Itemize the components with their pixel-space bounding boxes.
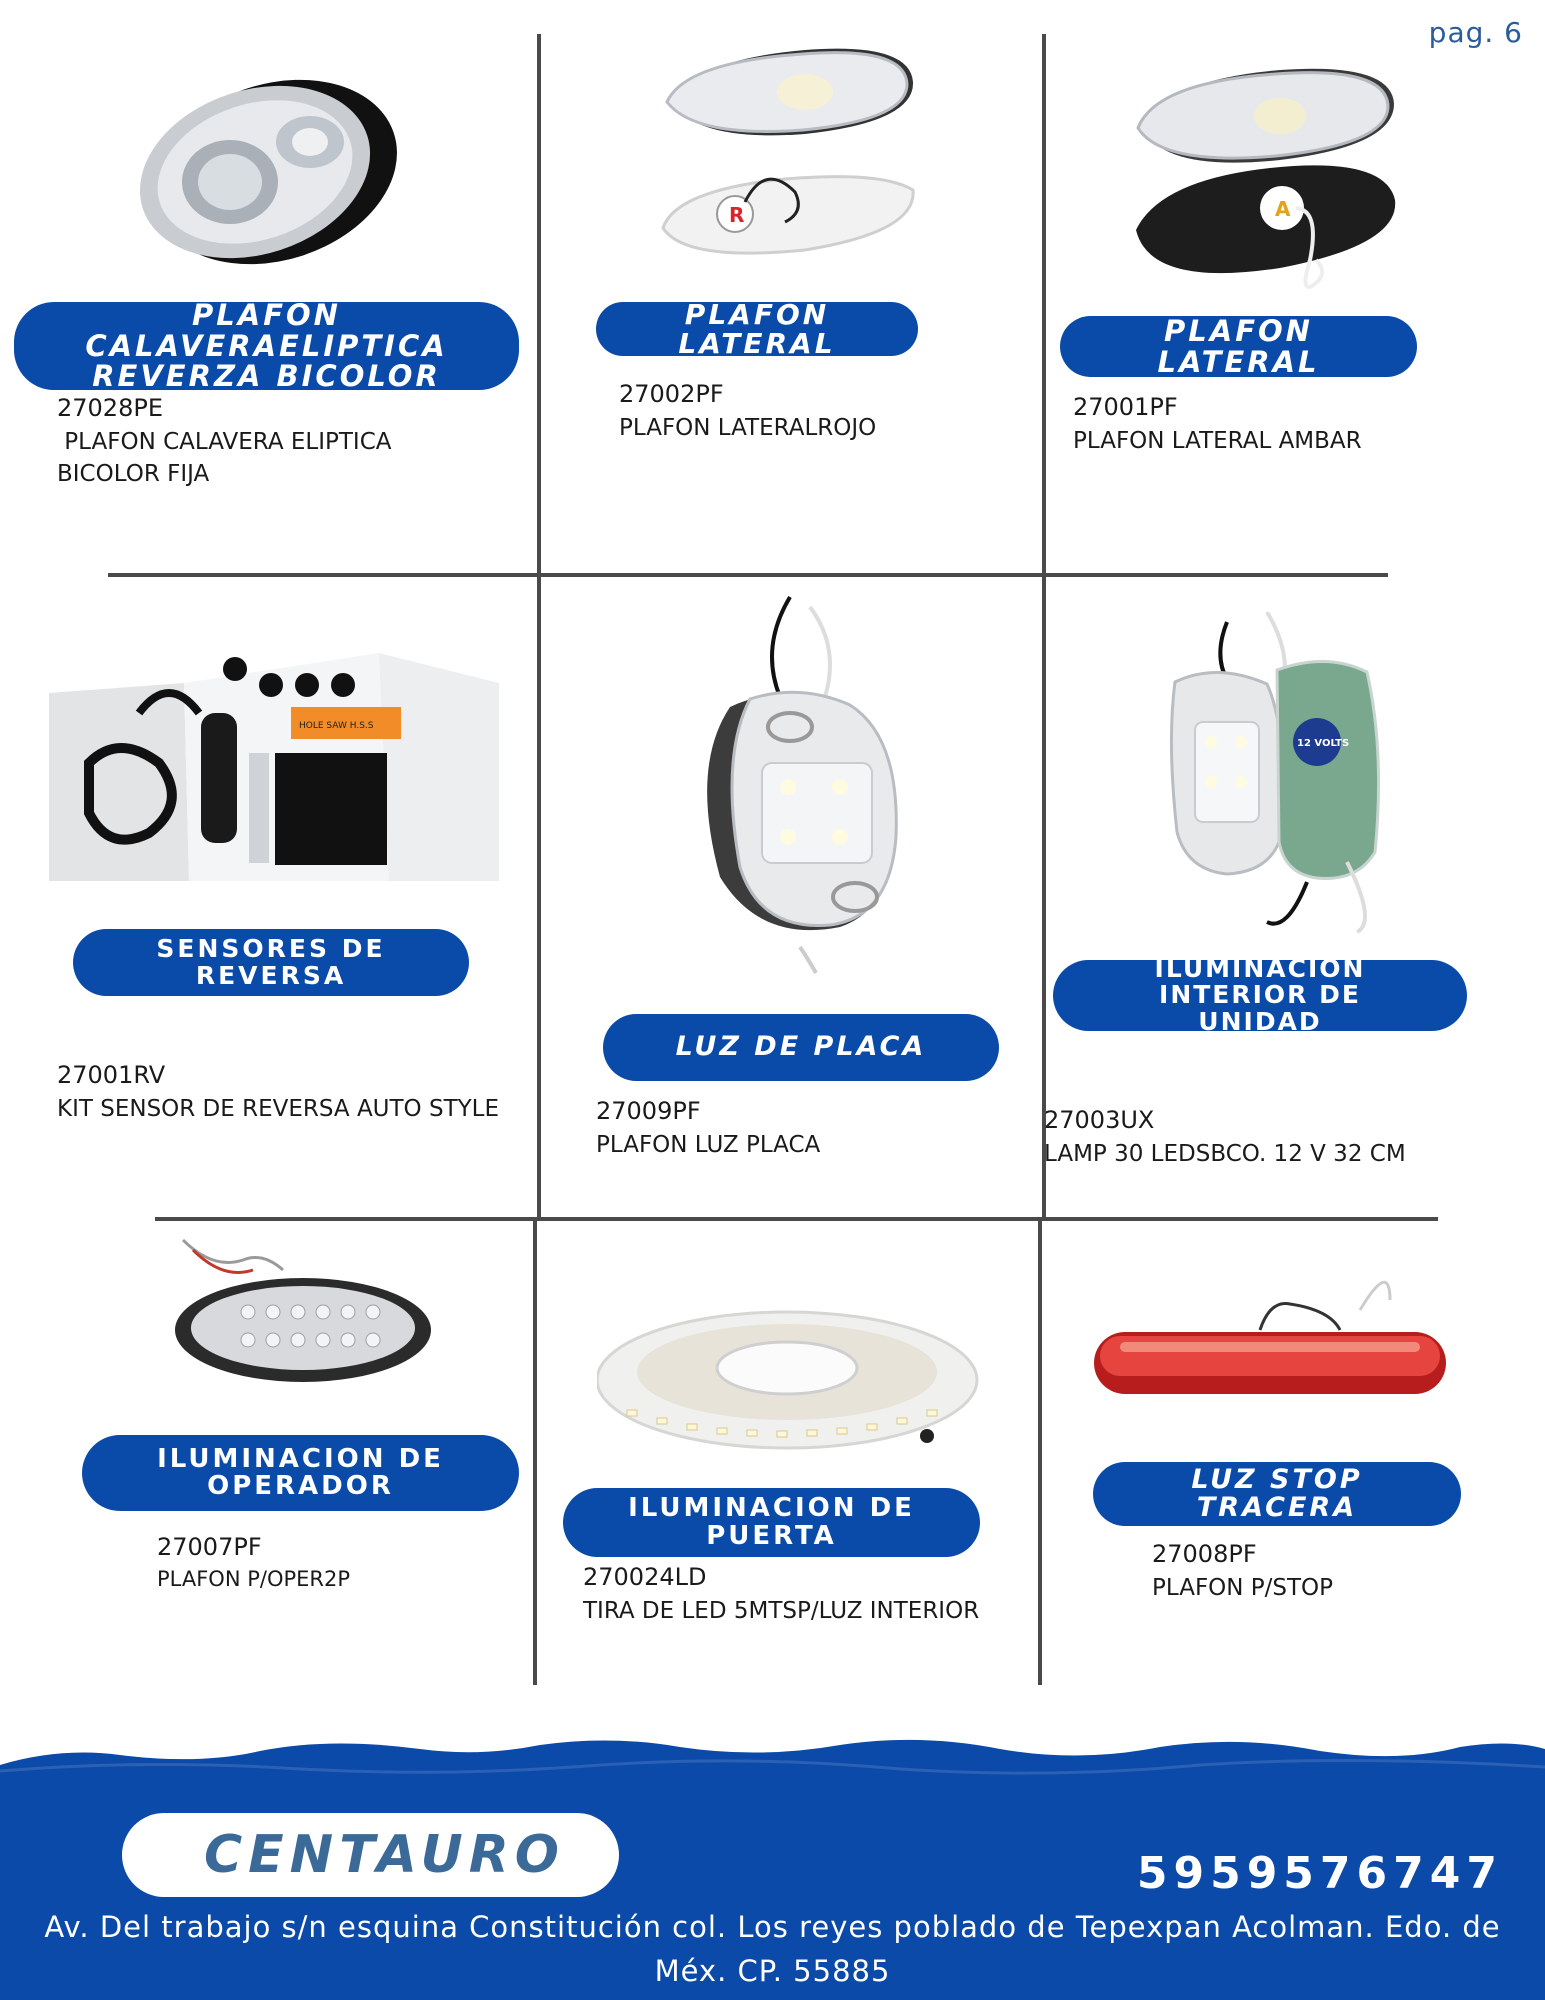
product-title-pill: PLAFON LATERAL	[596, 302, 918, 356]
product-title-pill: ILUMINACION INTERIOR DE UNIDAD	[1053, 960, 1467, 1031]
grid-divider	[537, 34, 541, 574]
grid-divider	[155, 1217, 1438, 1221]
product-title-pill: LUZ DE PLACA	[603, 1014, 999, 1081]
product-code: 27001RV	[57, 1061, 166, 1089]
product-image-operator-light	[153, 1230, 443, 1390]
product-title-pill: ILUMINACION DE OPERADOR	[82, 1435, 519, 1511]
grid-divider	[533, 1217, 537, 1685]
product-desc-line: PLAFON LATERALROJO	[619, 414, 877, 441]
product-description	[596, 1095, 820, 1161]
product-desc-line: PLAFON LATERAL AMBAR	[1073, 427, 1362, 454]
product-desc-line: BICOLOR FIJA	[57, 460, 210, 487]
product-code: 27003UX	[1044, 1106, 1155, 1134]
product-desc-line: PLAFON LUZ PLACA	[596, 1131, 821, 1158]
product-title-pill: ILUMINACION DE PUERTA	[563, 1488, 980, 1557]
product-code: 27001PF	[1073, 393, 1178, 421]
product-image-side-marker-red	[655, 42, 925, 264]
product-description	[583, 1561, 979, 1627]
product-description	[157, 1531, 350, 1594]
marker-badge: R	[729, 203, 745, 227]
product-code: 27028PE	[57, 394, 163, 422]
grid-divider	[1042, 34, 1046, 574]
product-title-pill: PLAFON CALAVERAELIPTICA REVERZA BICOLOR	[14, 302, 519, 390]
product-code: 27007PF	[157, 1533, 262, 1561]
sensor-label: HOLE SAW H.S.S	[299, 721, 374, 731]
product-image-stop-light	[1090, 1270, 1450, 1410]
product-image-plate-light	[690, 587, 920, 977]
grid-divider	[1038, 1217, 1042, 1685]
product-desc-line: TIRA DE LED 5MTSP/LUZ INTERIOR	[583, 1597, 980, 1624]
product-description	[619, 378, 876, 444]
contact-address: Av. Del trabajo s/n esquina Constitución col. Los reyes poblado de Tepexpan Acolman. Edo. de Méx. CP. 55885	[44, 1910, 1501, 1988]
product-code: 270024LD	[583, 1563, 707, 1591]
product-title-pill: PLAFON LATERAL	[1060, 316, 1417, 377]
marker-badge: A	[1275, 197, 1291, 221]
product-code: 27008PF	[1152, 1540, 1257, 1568]
grid-divider	[108, 573, 1388, 577]
product-desc-line: PLAFON CALAVERA ELIPTICA	[57, 428, 392, 455]
product-description	[1044, 1104, 1406, 1170]
product-desc-line: PLAFON P/OPER2P	[157, 1566, 351, 1591]
contact-phone: 5959576747	[1136, 1848, 1503, 1899]
product-desc-line: PLAFON P/STOP	[1152, 1574, 1334, 1601]
product-description	[1152, 1538, 1333, 1604]
product-image-led-strip	[597, 1290, 997, 1450]
product-description	[1073, 391, 1362, 457]
grid-divider	[537, 573, 541, 1218]
product-description	[57, 1059, 499, 1125]
volt-badge: 12 VOLTS	[1297, 738, 1350, 749]
product-image-side-marker-amber	[1130, 60, 1402, 300]
product-code: 27009PF	[596, 1097, 701, 1125]
page-number: pag. 6	[1428, 16, 1523, 49]
product-code: 27002PF	[619, 380, 724, 408]
product-title-pill: SENSORES DE REVERSA	[73, 929, 469, 996]
product-desc-line: KIT SENSOR DE REVERSA AUTO STYLE	[57, 1095, 500, 1122]
product-description	[57, 392, 392, 490]
product-image-interior-light	[1167, 612, 1397, 937]
product-title-pill: LUZ STOP TRACERA	[1093, 1462, 1461, 1526]
product-image-sensor-kit	[49, 653, 499, 881]
product-desc-line: LAMP 30 LEDSBCO. 12 V 32 CM	[1044, 1140, 1406, 1167]
brand-logo: CENTAURO	[122, 1813, 619, 1897]
product-image-headlamp	[105, 62, 405, 268]
